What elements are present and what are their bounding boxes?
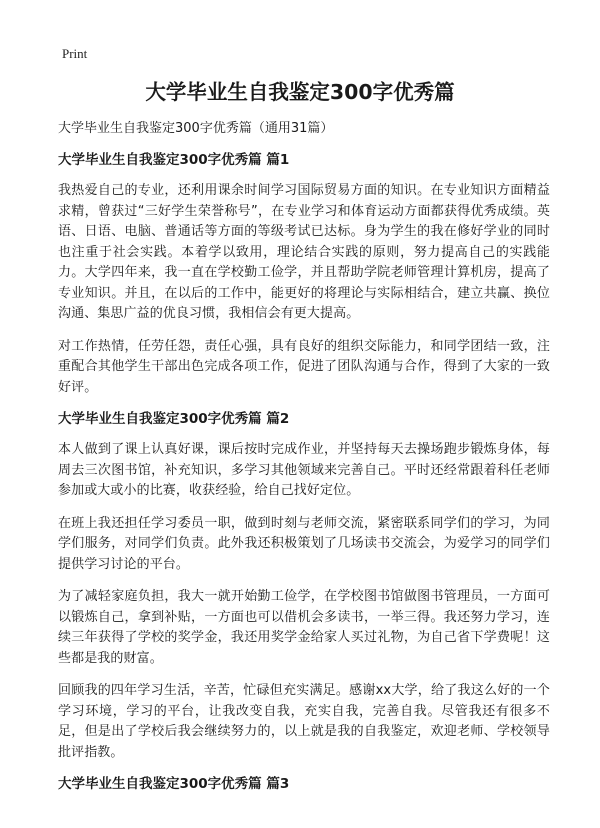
- document-subtitle: 大学毕业生自我鉴定300字优秀篇（通用31篇）: [58, 121, 334, 136]
- paragraph: 回顾我的四年学习生活，辛苦，忙碌但充实满足。感谢xx大学，给了我这么好的一个学习环境，学习的平台，让我改变自我，充实自我，完善自我。尽管我还有很多不足，但是出了学校后我会继续努力的，以上就是我的自我鉴定，欢迎老师、学校领导批评指教。: [58, 683, 550, 760]
- paragraph: 对工作热情，任劳任怨，责任心强，具有良好的组织交际能力，和同学团结一致，注重配合其他学生干部出色完成各项工作，促进了团队沟通与合作，得到了大家的一致好评。: [58, 338, 550, 395]
- paragraph: 在班上我还担任学习委员一职，做到时刻与老师交流，紧密联系同学们的学习，为同学们服务，对同学们负责。此外我还积极策划了几场读书交流会，为爱学习的同学们提供学习讨论的平台。: [58, 515, 550, 572]
- paragraph: 本人做到了课上认真好课，课后按时完成作业，并坚持每天去操场跑步锻炼身体，每周去三次图书馆，补充知识，多学习其他领域来完善自己。平时还经常跟着科任老师参加或大或小的比赛，收获经验，给自己找好定位。: [58, 442, 550, 498]
- paragraph: 我热爱自己的专业，还利用课余时间学习国际贸易方面的知识。在专业知识方面精益求精，曾获过“三好学生荣誉称号”，在专业学习和体育运动方面都获得优秀成绩。英语、日语、电脑、普通话等方面的等级考试已达标。身为学生的我在修好学业的同时也注重于社会实践。本着学以致用，理论结合实践的原则，努力提高自己的实践能力。大学四年来，我一直在学校勤工俭学，并且帮助学院老师管理计算机房，提高了专业知识。并且，在以后的工作中，能更好的将理论与实际相结合，建立共赢、换位沟通、集思广益的优良习惯，我相信会有更大提高。: [58, 183, 550, 321]
- document-body: [58, 120, 550, 805]
- section-heading-2: 大学毕业生自我鉴定300字优秀篇 篇2: [58, 411, 290, 427]
- page-title: 大学毕业生自我鉴定300字优秀篇: [145, 80, 455, 104]
- paragraph: 为了减轻家庭负担，我大一就开始勤工俭学，在学校图书馆做图书管理员，一方面可以锻炼自己，拿到补贴，一方面也可以借机会多读书，一举三得。我还努力学习，连续三年获得了学校的奖学金，我还用奖学金给家人买过礼物，为自己省下学费呢！这些都是我的财富。: [58, 589, 550, 666]
- section-heading-3: 大学毕业生自我鉴定300字优秀篇 篇3: [58, 776, 290, 792]
- print-link[interactable]: Print: [62, 46, 88, 61]
- section-heading-1: 大学毕业生自我鉴定300字优秀篇 篇1: [58, 152, 290, 168]
